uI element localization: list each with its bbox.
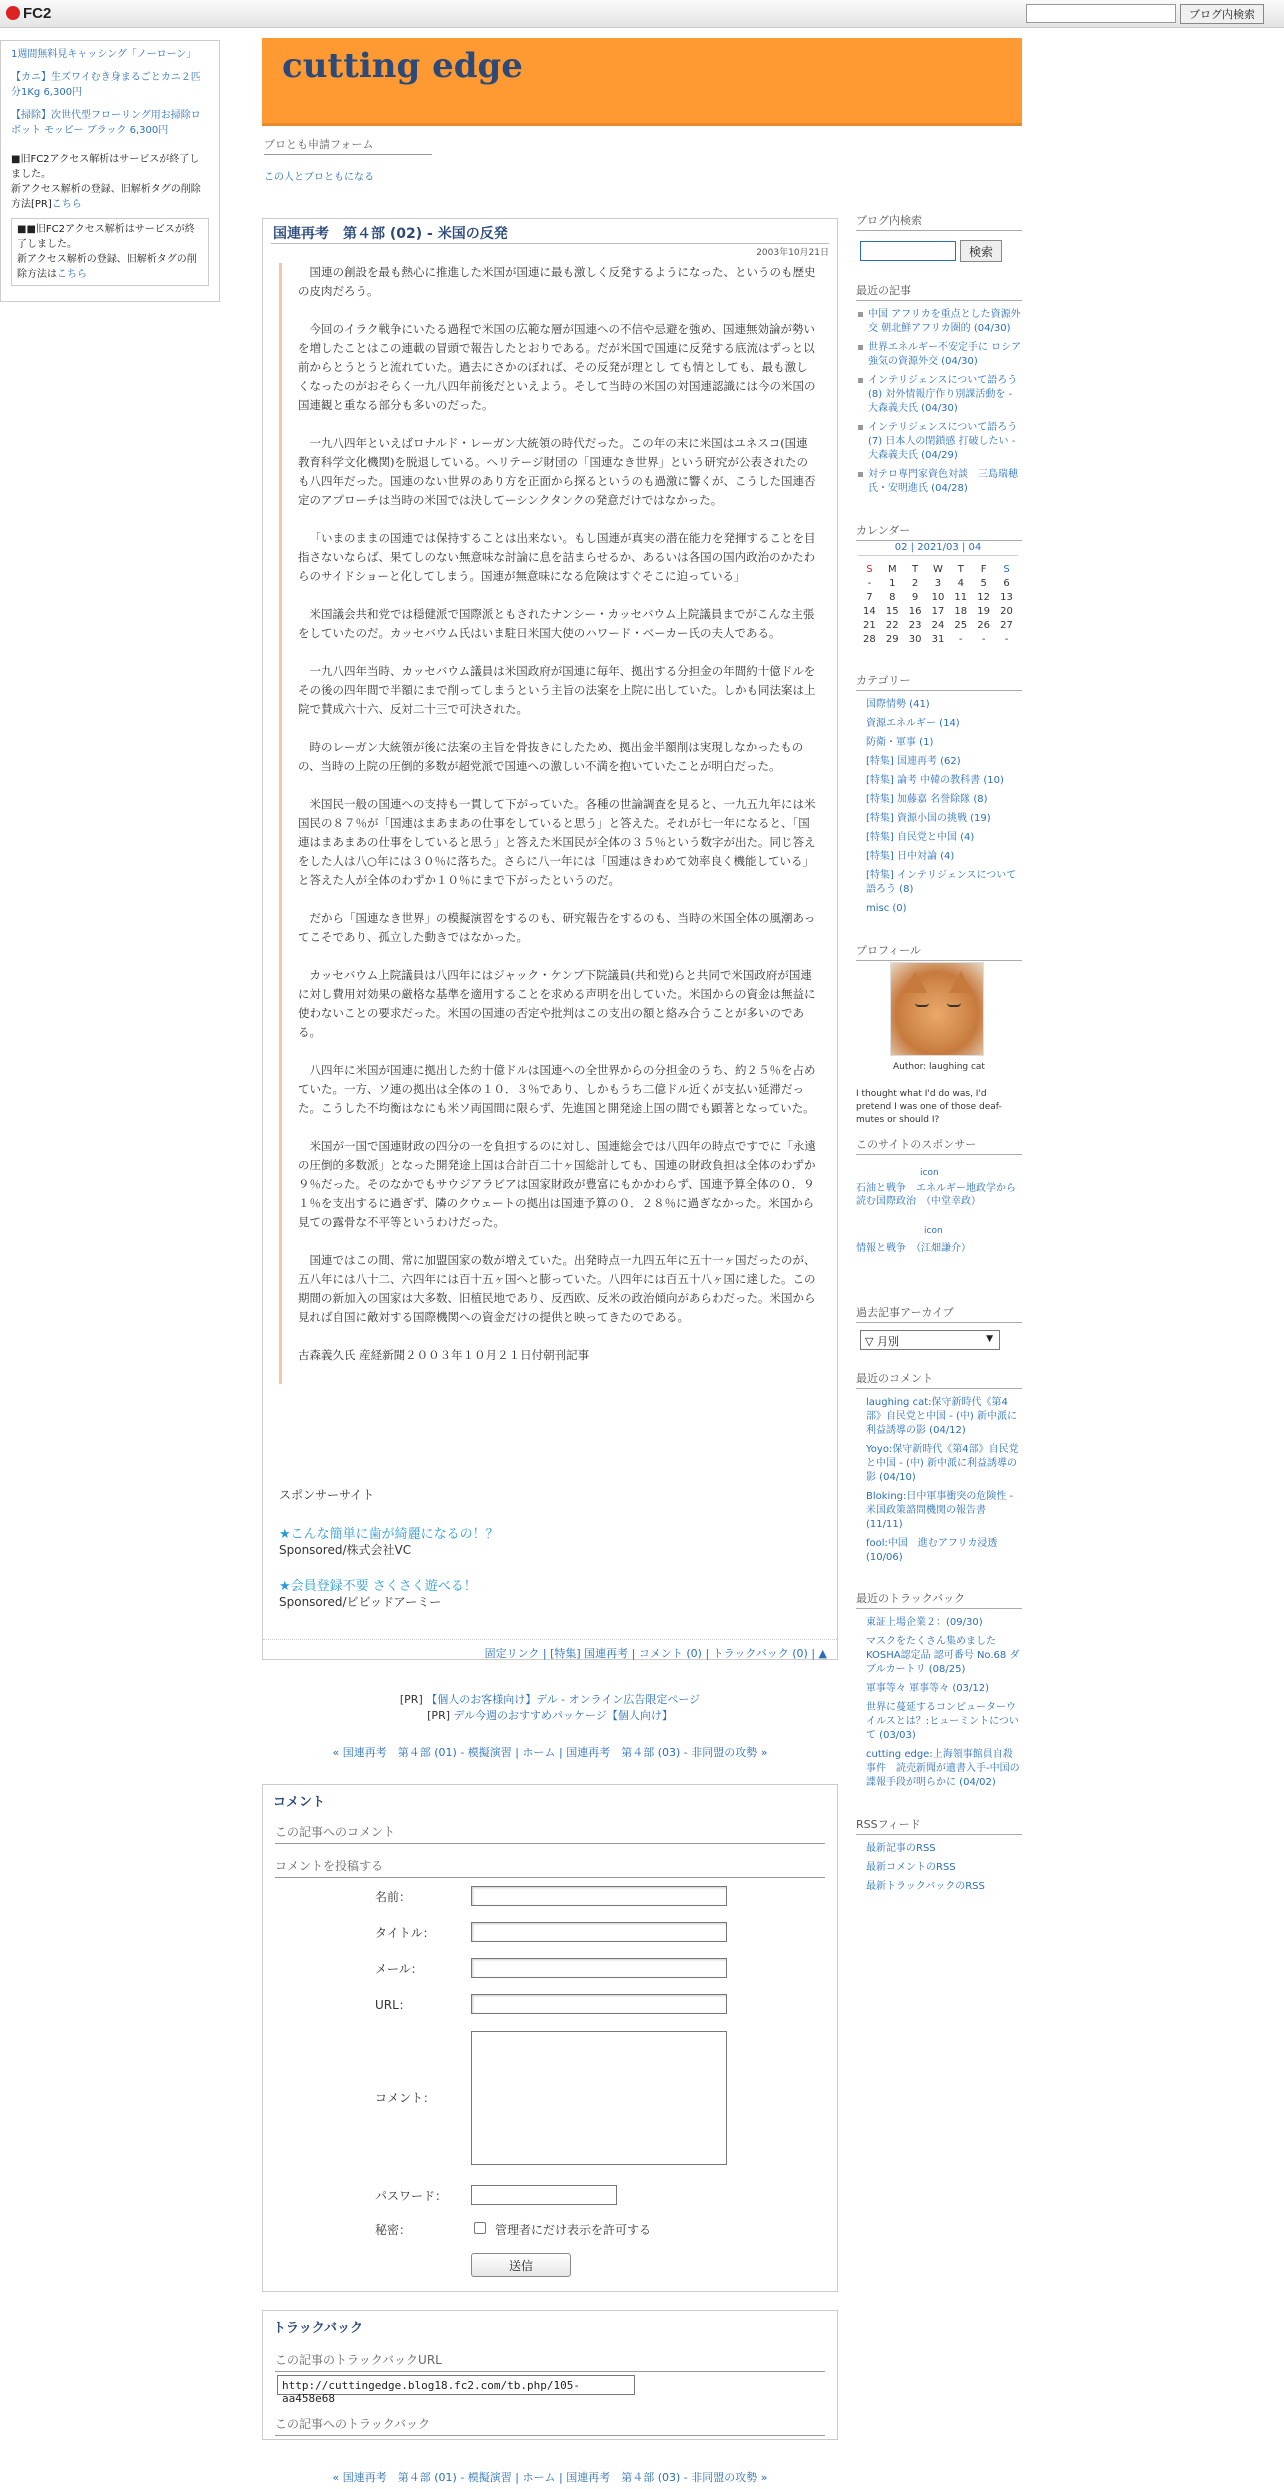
blog-entry: [262, 218, 838, 1660]
calendar-day: 18: [954, 605, 968, 617]
category-link[interactable]: [特集] 自民党と中国 (4): [866, 832, 975, 843]
comment-textarea[interactable]: [471, 2031, 727, 2165]
calendar-day: 26: [977, 619, 990, 631]
trackback-title: トラックバック: [273, 2321, 363, 2336]
title-input[interactable]: [471, 1922, 727, 1942]
url-input[interactable]: [471, 1994, 727, 2014]
profile-text: I thought what I'd do was, I'd pretend I was one of those deaf-mutes or should I?: [856, 1089, 1002, 1125]
entry-body: [279, 263, 819, 1384]
mail-input[interactable]: [471, 1958, 727, 1978]
entry-date: 2003年10月21日: [756, 248, 829, 258]
rss-link[interactable]: 最新記事のRSS: [866, 1843, 936, 1854]
weekday-label: T: [912, 563, 919, 575]
recent-entries-list: [856, 308, 1022, 501]
recent-trackback-link[interactable]: 軍事等々 軍事等々 (03/12): [866, 1683, 989, 1694]
recent-trackbacks-heading: 最近のトラックバック: [856, 1590, 1022, 1609]
pr-line-2: [262, 1708, 838, 1724]
calendar-day: -: [958, 633, 963, 645]
password-label: パスワード：: [375, 2189, 448, 2203]
friend-form-heading: ブロとも申請フォーム: [264, 136, 432, 155]
blog-search-heading: ブログ内検索: [856, 212, 1022, 231]
sponsor-image-icon[interactable]: icon: [924, 1226, 943, 1236]
recent-trackbacks-list: [856, 1616, 1022, 1795]
entry-source: 古森義久氏 産経新聞２００３年１０月２１日付朝刊記事: [298, 1348, 590, 1362]
access-analysis-inner-box: [11, 218, 209, 286]
category-link[interactable]: 資源エネルギー (14): [866, 718, 960, 729]
recent-comments-heading: 最近のコメント: [856, 1370, 1022, 1389]
pr-block: [262, 1692, 838, 1724]
password-input[interactable]: [471, 2185, 617, 2205]
site-sponsor-heading: このサイトのスポンサー: [856, 1136, 1022, 1155]
category-link[interactable]: 防衛・軍事 (1): [866, 737, 934, 748]
calendar-day: 4: [957, 577, 964, 589]
recent-comments-list: [856, 1396, 1022, 1570]
secret-checkbox-label[interactable]: 管理者にだけ表示を許可する: [495, 2223, 652, 2237]
entry-paragraph: 今回のイラク戦争にいたる過程で米国の広範な層が国連への不信や忌避を強め、国連無効論が勢いを増したことはこの連載の冒頭で報告したとおりである。だが米国で国連に反発する底流はずっと以前からとうとうと流れていた。過去にさかのぼれば、その反発が理とし ても情としても、最も激しくなったのがおそらく一九八四年前後だといえよう。そして当時の米国の対国連認識には今の米国の国連観と重なる部分も多いのだった。: [298, 322, 816, 412]
recent-comment-link[interactable]: Yoyo:保守新時代《第4部》自民党と中国 - (中) 新中派に利益誘導の影 (04/10): [866, 1444, 1019, 1483]
notice-line-2: 新アクセス解析の登録、旧解析タグの削除方法[PR]: [11, 184, 201, 210]
name-label: 名前：: [375, 1890, 412, 1904]
blog-search-input[interactable]: [860, 241, 956, 261]
pr-prefix: [PR]: [427, 1709, 450, 1722]
calendar-table: [858, 562, 1018, 646]
pr-prefix: [PR]: [399, 1693, 423, 1706]
cat-ear-icon: [949, 971, 973, 993]
entry-paragraph: 米国が一国で国連財政の四分の一を負担するのに対し、国連総会では八四年の時点ですでに「永遠の圧倒的多数派」となった開発途上国は合計百二十ヶ国総計しても、国連の財政負担は全体のわずか９％だった。そのなかでもサウジアラビアは国家財政が豊富にもかかわらず、国連予算全体の０．９１％を支出するに過ぎず、隣のクウェートの拠出は国連予算の０．２８％に過ぎなかった。米国から見ての露骨な不平等というわけだった。: [298, 1139, 816, 1229]
comment-section: [262, 1784, 838, 2292]
calendar-day: 1: [889, 577, 896, 589]
entry-paragraph: カッセバウム上院議員は八四年にはジャック・ケンプ下院議員(共和党)らと共同で米国政府が国連に対し費用対効果の厳格な基準を適用することを求める声明を出していた。米国からの資金は無益に使わないことの要求だった。米国の国連の否定や批判はこの支出の額と絡み合うことが多いのである。: [298, 968, 816, 1039]
toolbar-search-input[interactable]: [1026, 4, 1176, 23]
calendar-day: 22: [885, 619, 899, 631]
entry-title[interactable]: 国連再考 第４部 (02) - 米国の反発: [273, 226, 508, 242]
category-link[interactable]: [特集] 論考 中韓の教科書 (10): [866, 775, 1004, 786]
profile-cat-icon: [890, 962, 984, 1056]
recent-trackback-link[interactable]: 東証上場企業２：(09/30): [866, 1617, 983, 1628]
recent-entry-link[interactable]: 対テロ専門家資色対談 三島瑞穂氏・安明進氏 (04/28): [856, 468, 1022, 496]
category-heading: カテゴリー: [856, 672, 1022, 691]
title-label: タイトル：: [375, 1926, 435, 1940]
sponsor-link-2[interactable]: 情報と戦争 （江畑謙介）: [856, 1243, 971, 1254]
mail-label: メール：: [375, 1962, 423, 1976]
recent-entries-heading: 最近の記事: [856, 282, 1022, 301]
inner-notice-link[interactable]: こちら: [57, 269, 87, 280]
notice-link[interactable]: こちら: [51, 199, 82, 210]
recent-entry-link[interactable]: インテリジェンスについて語ろう(8) 対外情報庁作り別課活動を - 大森義夫氏 (04/30): [856, 374, 1022, 416]
fc2-logo-icon: [6, 6, 20, 20]
calendar-day: 31: [931, 633, 945, 645]
calendar-day: 2: [911, 577, 919, 589]
calendar-day: 13: [1000, 591, 1013, 603]
entry-paragraph: 米国議会共和党では穏健派で国際派ともされたナンシー・カッセバウム上院議員までがこんな主張をしていたのだ。カッセバウム氏はいま駐日米国大使のハワード・ベーカー氏の夫人である。: [298, 607, 815, 640]
sponsor-link-1[interactable]: 石油と戦争 エネルギー地政学から読む国際政治 （中堂幸政）: [856, 1183, 1016, 1207]
entry-paragraph: 時のレーガン大統領が後に法案の主旨を骨抜きにしたため、拠出金半額削は実現しなかったものの、当時の上院の圧倒的多数が超党派で国連への激しい不満を抱いていたことが明白だった。: [298, 740, 804, 773]
inner-notice-title: ■■旧FC2アクセス解析はサービスが終了しました。: [17, 224, 195, 250]
recent-trackback-link[interactable]: 世界に蔓延するコンピューターウイルスとは？:ヒューミントについて (03/03): [866, 1702, 1019, 1741]
inner-notice-text: 新アクセス解析の登録、旧解析タグの削除方法は: [17, 254, 197, 280]
calendar-day: 17: [931, 605, 945, 617]
calendar-day: 14: [863, 605, 876, 617]
calendar-day: 28: [863, 633, 876, 645]
recent-trackback-link[interactable]: マスクをたくさん集めましたKOSHA認定品 認可番号 No.68 ダブルカートリ (08/25): [866, 1636, 1020, 1675]
entry-paragraph: 「いまのままの国連では保持することは出来ない。もし国連が真実の潜在能力を発揮することを目指さないならば、果てしのない無意味な討論に息を詰まらせるか、あるいは各国の国内政治のかたわらのサイドショーと化してしまう。国連が無意味になる危険はすぐそこに迫っている」: [298, 531, 816, 583]
entry-paragraph: 八四年に米国が国連に拠出した約十億ドルは国連への全世界からの分担金のうち、約２５％を占めていた。一方、ソ連の拠出は全体の１０．３％であり、しかもうち二億ドル近くが支払い延滞だった。こうした不均衡はなにも米ソ両国間に限らず、先進国と開発途上国の間でも顕著となっていた。: [298, 1063, 816, 1115]
cat-eye-icon: [915, 1003, 929, 1007]
toolbar-search-button[interactable]: ブログ内検索: [1180, 4, 1264, 24]
blog-title[interactable]: cutting edge: [282, 46, 523, 86]
calendar-day: 11: [954, 591, 968, 603]
entry-paragraph: 一九八四年といえばロナルド・レーガン大統領の時代だった。この年の末に米国はユネスコ(国連教育科学文化機関)を脱退している。ヘリテージ財団の「国連なき世界」という研究が公表されたのも八四年だった。国連のない世界のあり方を正面から探るというのも過激に響くが、こうした国連否定のアプローチは当時の米国では決してーシンクタンクの発意だけではなかった。: [298, 436, 816, 507]
calendar-heading: カレンダー: [856, 522, 1022, 541]
profile-author: Author: laughing cat: [893, 1062, 985, 1072]
comment-section-title: コメント: [273, 1795, 326, 1810]
trackback-section: [262, 2310, 838, 2440]
entry-paragraph: 米国民一般の国連への支持も一貫して下がっていた。各種の世論調査を見ると、一九五九年には米国民の８７％が「国連はまあまあの仕事をしていると思う」と答えた。それが七一年になると、「国連はまあまあの仕事をしていると思う」と答えた米国民が全体の３５％という数字が出た。同じ答えをした人は八○年には３０％に落ちた。さらに八一年には「国連はきわめて効率良く機能している」と答えた人が全体のわずか１０％にまで下がったというのだ。: [298, 797, 816, 887]
left-ad-box: [0, 40, 220, 302]
calendar-day: 21: [863, 619, 876, 631]
url-label: URL：: [375, 1998, 411, 2012]
calendar-nav[interactable]: 02 | 2021/03 | 04: [858, 542, 1018, 556]
sponsored-link-2[interactable]: ★会員登録不要 さくさく遊べる！: [279, 1579, 477, 1594]
calendar-day: 9: [911, 591, 919, 603]
calendar-day: 7: [866, 591, 873, 603]
calendar-day: 15: [885, 605, 899, 617]
category-link[interactable]: 国際情勢 (41): [866, 699, 930, 710]
recent-comment-link[interactable]: Bloking:日中軍事衝突の危険性 - 米国政策諮問機関の報告書 (11/11): [866, 1491, 1014, 1530]
ad-link-1[interactable]: 1週間無料見キャッシング「ノーローン」: [11, 49, 197, 60]
recent-entry-link[interactable]: インテリジェンスについて語ろう(7) 日本人の閉鎖感 打破したい - 大森義夫氏 (04/29): [856, 421, 1022, 463]
archive-month-select[interactable]: [860, 1330, 1000, 1350]
archive-heading: 過去記事アーカイブ: [856, 1304, 1022, 1323]
sponsor-image-icon[interactable]: icon: [920, 1168, 939, 1178]
calendar-day: 27: [1000, 619, 1013, 631]
trackback-url-field[interactable]: http://cuttingedge.blog18.fc2.com/tb.php/105-aa458e68: [277, 2375, 635, 2395]
calendar-day: -: [981, 633, 986, 645]
pr-line-1: [262, 1692, 838, 1708]
sponsored-by-1: Sponsored/株式会社VC: [279, 1543, 412, 1557]
chevron-down-icon: ▼: [986, 1334, 993, 1344]
category-link[interactable]: [特集] インテリジェンスについて語ろう (8): [866, 870, 1017, 895]
category-link[interactable]: misc (0): [866, 903, 907, 914]
weekday-label: S: [1003, 563, 1010, 575]
calendar-day: 8: [889, 591, 896, 603]
entry-footer-links[interactable]: 固定リンク | [特集] 国連再考 | コメント (0) | トラックバック (0) | ▲: [484, 1647, 827, 1660]
recent-comment-link[interactable]: laughing cat:保守新時代《第4部》自民党と中国 - (中) 新中派に利益誘導の影 (04/12): [866, 1397, 1017, 1436]
calendar-day: 24: [931, 619, 945, 631]
comments-to-entry-heading: この記事へのコメント: [275, 1823, 825, 1844]
post-comment-heading: コメントを投稿する: [275, 1857, 825, 1878]
rss-link[interactable]: 最新コメントのRSS: [866, 1862, 956, 1873]
weekday-label: M: [887, 563, 897, 575]
recent-entry-link[interactable]: 世界エネルギー不安定手に ロシア強気の資源外交 (04/30): [856, 341, 1022, 369]
rss-link[interactable]: 最新トラックバックのRSS: [866, 1881, 985, 1892]
access-analysis-notice: [11, 152, 209, 212]
calendar-day: 29: [885, 633, 899, 645]
entry-nav-top[interactable]: « 国連再考 第４部 (01) - 模擬演習 | ホーム | 国連再考 第４部 (03) - 非同盟の攻勢 »: [332, 1746, 768, 1759]
calendar-day: 5: [980, 577, 987, 589]
entry-paragraph: 国連の創設を最も熱心に推進した米国が国連に最も激しく反発するようになった、というのも歴史の皮肉だろう。: [298, 265, 816, 298]
recent-trackback-link[interactable]: cutting edge:上海領事館員自殺事件 読売新聞が遺書入手-中国の諜報手段が明らかに (04/02): [866, 1749, 1020, 1788]
secret-checkbox[interactable]: [474, 2222, 486, 2234]
calendar-day: 10: [931, 591, 945, 603]
sponsored-by-2: Sponsored/ビビッドアーミー: [279, 1595, 442, 1609]
comment-label: コメント：: [375, 2091, 436, 2105]
calendar-day: -: [1004, 633, 1009, 645]
ad-link-2[interactable]: 【カニ】生ズワイむき身まるごとカニ２匹分1Kg 6,300円: [11, 72, 201, 98]
weekday-label: F: [980, 563, 987, 575]
calendar-day: 16: [908, 605, 922, 617]
rss-heading: RSSフィード: [856, 1816, 1022, 1835]
calendar-day: 20: [1000, 605, 1013, 617]
category-list: [856, 698, 1022, 921]
sponsor-site-heading: スポンサーサイト: [279, 1488, 375, 1502]
entry-paragraph: 一九八四年当時、カッセバウム議員は米国政府が国連に毎年、拠出する分担金の年間約十億ドルをその後の四年間で半額にまで削ってしまうという主旨の法案を上院に出していた。しかも同法案は上院で賛成六十六、反対二十三で可決された。: [298, 664, 816, 716]
category-link[interactable]: [特集] 日中対論 (4): [866, 851, 955, 862]
profile-heading: プロフィール: [856, 942, 1022, 961]
entry-nav-bottom[interactable]: « 国連再考 第４部 (01) - 模擬演習 | ホーム | 国連再考 第４部 (03) - 非同盟の攻勢 »: [332, 2471, 768, 2484]
recent-comment-link[interactable]: fool:中国 進むアフリカ浸透 (10/06): [866, 1538, 998, 1563]
trackback-to-entry-heading: この記事へのトラックバック: [275, 2415, 825, 2436]
category-link[interactable]: [特集] 国連再考 (62): [866, 756, 961, 767]
category-link[interactable]: [特集] 資源小国の挑戦 (19): [866, 813, 991, 824]
notice-line-1: ■旧FC2アクセス解析はサービスが終了しました。: [11, 154, 200, 180]
pr-link-2[interactable]: デル今週のおすすめパッケージ【個人向け】: [453, 1709, 673, 1722]
sponsored-link-1[interactable]: ★こんな簡単に歯が綺麗になるの！？: [279, 1527, 499, 1542]
calendar-day: 6: [1003, 577, 1010, 589]
archive-select-value: ▽ 月別: [865, 1335, 899, 1348]
name-input[interactable]: [471, 1886, 727, 1906]
fc2-logo[interactable]: [6, 5, 51, 22]
fc2-logo-text: FC2: [23, 5, 52, 22]
weekday-label: W: [933, 563, 943, 575]
entry-footer-divider: [263, 1639, 837, 1640]
entry-paragraph: だから「国連なき世界」の模擬演習をするのも、研究報告をするのも、当時の米国全体の風潮あってこそであり、孤立した動きではなかった。: [298, 911, 816, 944]
weekday-label: S: [866, 563, 873, 575]
calendar-day: -: [867, 577, 872, 589]
submit-comment-button[interactable]: 送信: [471, 2253, 571, 2277]
friend-request-link[interactable]: この人とブロともになる: [264, 172, 374, 183]
calendar-day: 23: [908, 619, 922, 631]
ad-link-3[interactable]: 【掃除】次世代型フローリング用お掃除ロボット モッピー ブラック 6,300円: [11, 110, 201, 136]
entry-paragraph: 国連ではこの間、常に加盟国家の数が増えていた。出発時点一九四五年に五十一ヶ国だったのが、五八年には八十二、六四年には百十五ヶ国へと膨っていた。八四年には百五十八ヶ国に達した。この期間の新加入の国家は大多数、旧植民地であり、反西欧、反米の政治傾向があらわだった。米国から見れば自国に敵対する国際機関への資金だけの提供と映ってきたのである。: [298, 1253, 816, 1324]
secret-label: 秘密：: [375, 2223, 412, 2237]
fc2-toolbar: [0, 0, 1284, 28]
cat-ear-icon: [903, 971, 927, 993]
pr-link-1[interactable]: 【個人のお客様向け】デル - オンライン広告限定ページ: [426, 1693, 701, 1706]
calendar-day: 30: [908, 633, 922, 645]
blog-header: [262, 38, 1022, 126]
calendar-day: 19: [977, 605, 990, 617]
recent-entry-link[interactable]: 中国 アフリカを重点とした資源外交 朝北鮮アフリカ圏的 (04/30): [856, 308, 1022, 336]
entry-title-divider: [271, 243, 829, 244]
category-link[interactable]: [特集] 加藤嘉 名誉除隊 (8): [866, 794, 988, 805]
weekday-label: T: [957, 563, 964, 575]
rss-list: [856, 1842, 1022, 1899]
calendar-day: 25: [954, 619, 968, 631]
calendar-day: 12: [977, 591, 990, 603]
calendar: [858, 542, 1018, 646]
cat-eye-icon: [947, 1003, 961, 1007]
trackback-url-heading: この記事のトラックバックURL: [275, 2351, 825, 2372]
calendar-day: 3: [934, 577, 942, 589]
blog-search-button[interactable]: 検索: [960, 240, 1002, 262]
